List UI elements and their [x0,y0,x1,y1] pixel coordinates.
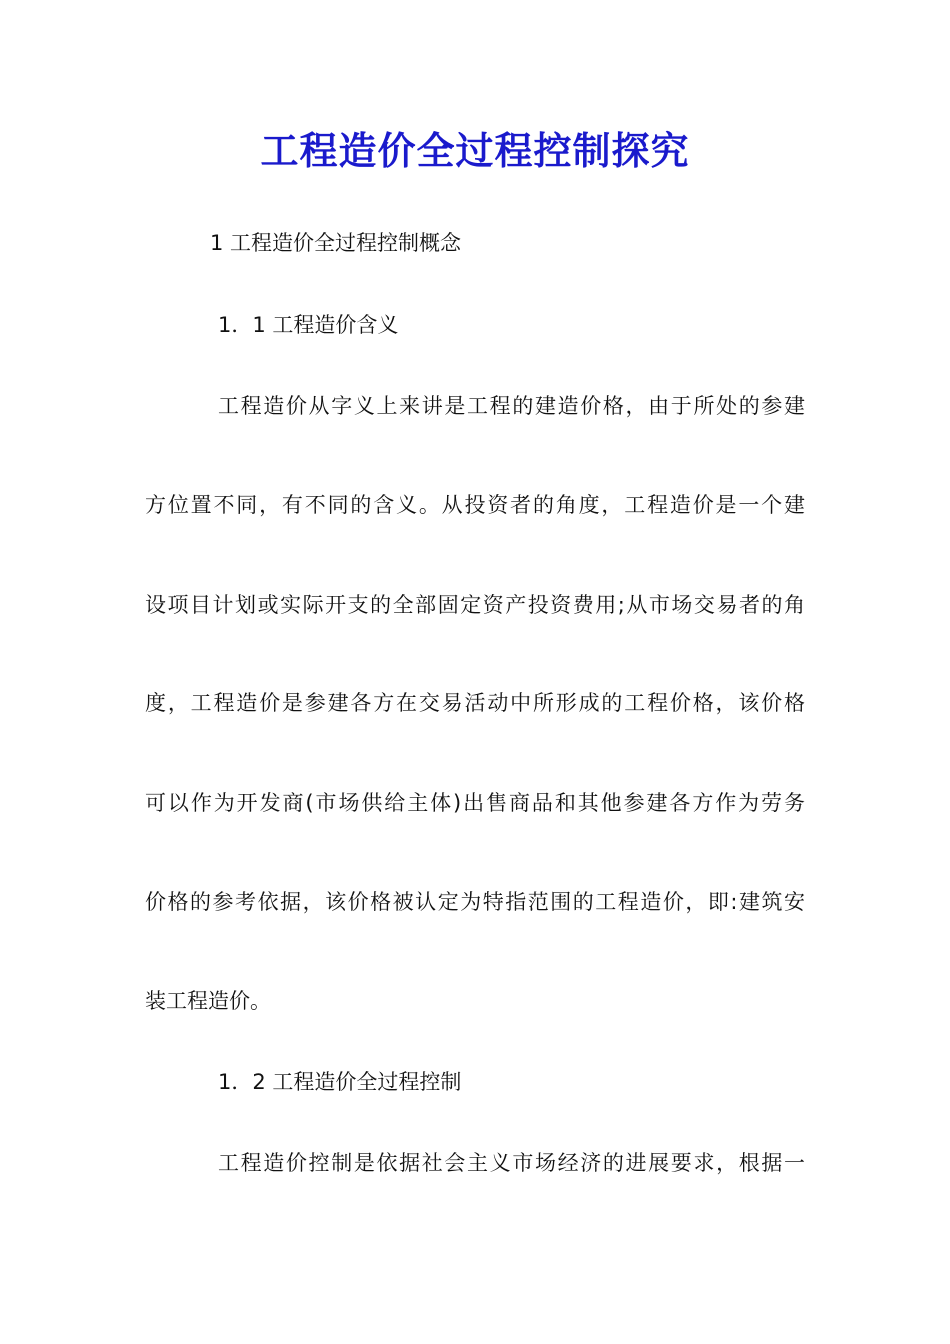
paragraph-1-line-3: 设项目计划或实际开支的全部固定资产投资费用;从市场交易者的角 [145,593,805,617]
paragraph-1-line-5: 可以作为开发商(市场供给主体)出售商品和其他参建各方作为劳务 [145,791,805,815]
paragraph-1-line-4: 度，工程造价是参建各方在交易活动中所形成的工程价格，该价格 [145,691,805,715]
section-heading-1: 1 工程造价全过程控制概念 [210,231,462,255]
section-heading-1-2: 1．2 工程造价全过程控制 [218,1070,462,1094]
paragraph-1-line-1: 工程造价从字义上来讲是工程的建造价格，由于所处的参建 [218,394,805,418]
document-title: 工程造价全过程控制探究 [260,129,690,173]
section-heading-1-1: 1．1 工程造价含义 [218,313,399,337]
paragraph-1-line-6: 价格的参考依据，该价格被认定为特指范围的工程造价，即:建筑安 [145,890,805,914]
paragraph-1-line-7: 装工程造价。 [145,989,271,1013]
paragraph-2-line-1: 工程造价控制是依据社会主义市场经济的进展要求，根据一 [218,1151,805,1175]
paragraph-1-line-2: 方位置不同，有不同的含义。从投资者的角度，工程造价是一个建 [145,493,805,517]
